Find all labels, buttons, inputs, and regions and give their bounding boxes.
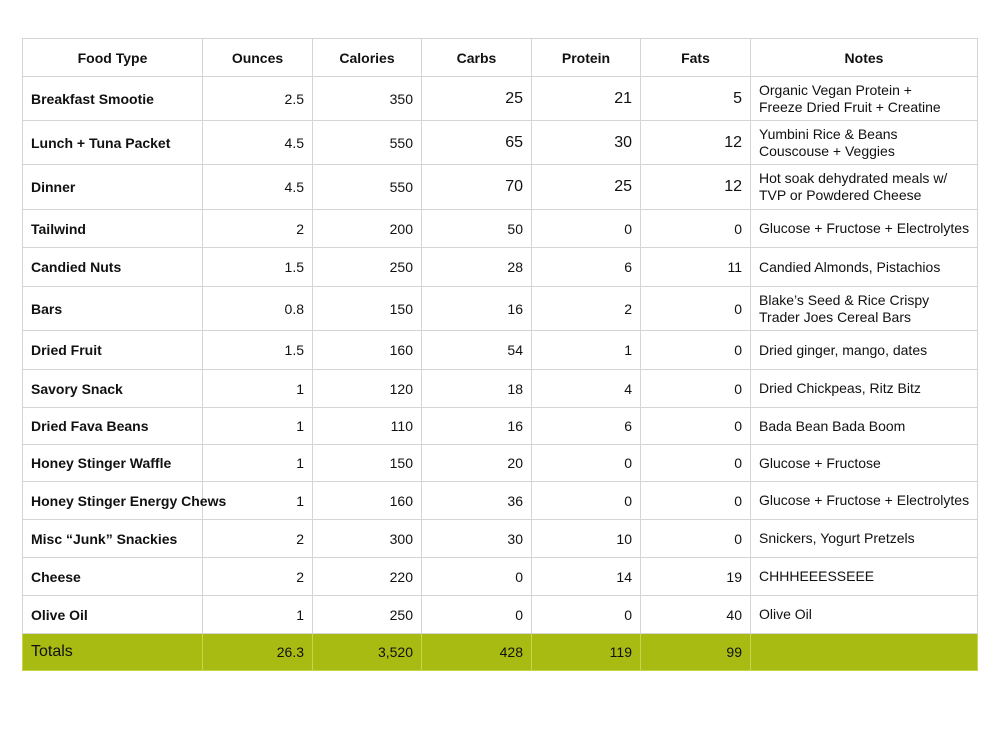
carbs-cell: 36 bbox=[422, 482, 532, 520]
fats-cell: 0 bbox=[641, 408, 751, 445]
totals-protein: 119 bbox=[532, 634, 641, 671]
carbs-cell: 65 bbox=[422, 121, 532, 165]
ounces-cell: 1.5 bbox=[203, 331, 313, 370]
notes-cell bbox=[751, 210, 978, 248]
calories-cell: 150 bbox=[313, 445, 422, 482]
ounces-cell: 1 bbox=[203, 482, 313, 520]
food-name: Misc “Junk” Snackies bbox=[23, 520, 203, 558]
food-name: Dinner bbox=[23, 165, 203, 210]
notes-cell bbox=[751, 331, 978, 370]
calories-cell: 120 bbox=[313, 370, 422, 408]
notes-line: Freeze Dried Fruit + Creatine bbox=[759, 98, 941, 115]
notes-line: Couscouse + Veggies bbox=[759, 142, 895, 159]
carbs-cell: 54 bbox=[422, 331, 532, 370]
notes-cell bbox=[751, 287, 978, 331]
header-fats: Fats bbox=[641, 39, 751, 77]
table-row bbox=[23, 248, 978, 287]
ounces-cell: 2 bbox=[203, 210, 313, 248]
protein-cell: 0 bbox=[532, 210, 641, 248]
notes-line: Organic Vegan Protein + bbox=[759, 81, 912, 98]
notes-line: Dried ginger, mango, dates bbox=[759, 341, 928, 358]
table-row bbox=[23, 210, 978, 248]
carbs-cell: 50 bbox=[422, 210, 532, 248]
protein-cell: 25 bbox=[532, 165, 641, 210]
food-name: Savory Snack bbox=[23, 370, 203, 408]
fats-cell: 40 bbox=[641, 596, 751, 634]
ounces-cell: 1 bbox=[203, 370, 313, 408]
carbs-cell: 16 bbox=[422, 287, 532, 331]
fats-cell: 0 bbox=[641, 287, 751, 331]
table-row bbox=[23, 596, 978, 634]
fats-cell: 5 bbox=[641, 77, 751, 121]
notes-line: Glucose + Fructose bbox=[759, 454, 881, 471]
calories-cell: 350 bbox=[313, 77, 422, 121]
food-name: Dried Fruit bbox=[23, 331, 203, 370]
food-name: Candied Nuts bbox=[23, 248, 203, 287]
carbs-cell: 25 bbox=[422, 77, 532, 121]
notes-line: Olive Oil bbox=[759, 606, 812, 622]
ounces-cell: 4.5 bbox=[203, 121, 313, 165]
carbs-cell: 0 bbox=[422, 558, 532, 596]
calories-cell: 150 bbox=[313, 287, 422, 331]
table-row bbox=[23, 445, 978, 482]
notes-line: Glucose + Fructose + Electrolytes bbox=[759, 220, 970, 236]
food-name: Bars bbox=[23, 287, 203, 331]
protein-cell: 21 bbox=[532, 77, 641, 121]
fats-cell: 0 bbox=[641, 370, 751, 408]
protein-cell: 0 bbox=[532, 445, 641, 482]
table-row bbox=[23, 331, 978, 370]
calories-cell: 160 bbox=[313, 331, 422, 370]
totals-ounces: 26.3 bbox=[203, 634, 313, 671]
totals-fats: 99 bbox=[641, 634, 751, 671]
notes-line: Hot soak dehydrated meals w/ bbox=[759, 170, 948, 186]
notes-line: Yumbini Rice & Beans bbox=[759, 125, 898, 142]
protein-cell: 0 bbox=[532, 482, 641, 520]
table-row bbox=[23, 165, 978, 210]
header-ounces: Ounces bbox=[203, 39, 313, 77]
header-food-type: Food Type bbox=[23, 39, 203, 77]
fats-cell: 0 bbox=[641, 482, 751, 520]
notes-line: Dried Chickpeas, Ritz Bitz bbox=[759, 380, 921, 396]
carbs-cell: 16 bbox=[422, 408, 532, 445]
fats-cell: 0 bbox=[641, 331, 751, 370]
protein-cell: 6 bbox=[532, 408, 641, 445]
food-name: Lunch + Tuna Packet bbox=[23, 121, 203, 165]
fats-cell: 12 bbox=[641, 121, 751, 165]
fats-cell: 0 bbox=[641, 520, 751, 558]
ounces-cell: 1.5 bbox=[203, 248, 313, 287]
food-name: Honey Stinger Energy Chews bbox=[23, 482, 203, 520]
food-name: Breakfast Smootie bbox=[23, 77, 203, 121]
food-name: Cheese bbox=[23, 558, 203, 596]
ounces-cell: 1 bbox=[203, 596, 313, 634]
food-name: Olive Oil bbox=[23, 596, 203, 634]
protein-cell: 30 bbox=[532, 121, 641, 165]
table-row bbox=[23, 520, 978, 558]
notes-cell bbox=[751, 248, 978, 287]
ounces-cell: 1 bbox=[203, 408, 313, 445]
calories-cell: 200 bbox=[313, 210, 422, 248]
ounces-cell: 1 bbox=[203, 445, 313, 482]
calories-cell: 220 bbox=[313, 558, 422, 596]
notes-cell bbox=[751, 520, 978, 558]
carbs-cell: 30 bbox=[422, 520, 532, 558]
notes-cell bbox=[751, 558, 978, 596]
notes-line: Candied Almonds, Pistachios bbox=[759, 258, 941, 275]
notes-line: CHHHEEESSEEE bbox=[759, 568, 875, 584]
notes-line: TVP or Powdered Cheese bbox=[759, 187, 922, 203]
calories-cell: 550 bbox=[313, 121, 422, 165]
notes-cell bbox=[751, 121, 978, 165]
table-row bbox=[23, 77, 978, 121]
protein-cell: 6 bbox=[532, 248, 641, 287]
calories-cell: 110 bbox=[313, 408, 422, 445]
totals-row bbox=[23, 634, 978, 671]
header-protein: Protein bbox=[532, 39, 641, 77]
protein-cell: 1 bbox=[532, 331, 641, 370]
calories-cell: 250 bbox=[313, 248, 422, 287]
protein-cell: 4 bbox=[532, 370, 641, 408]
protein-cell: 0 bbox=[532, 596, 641, 634]
fats-cell: 11 bbox=[641, 248, 751, 287]
calories-cell: 160 bbox=[313, 482, 422, 520]
fats-cell: 0 bbox=[641, 445, 751, 482]
notes-line: Snickers, Yogurt Pretzels bbox=[759, 530, 915, 546]
food-name: Dried Fava Beans bbox=[23, 408, 203, 445]
food-name: Tailwind bbox=[23, 210, 203, 248]
ounces-cell: 2 bbox=[203, 520, 313, 558]
fats-cell: 0 bbox=[641, 210, 751, 248]
totals-label: Totals bbox=[23, 634, 203, 671]
header-carbs: Carbs bbox=[422, 39, 532, 77]
header-calories: Calories bbox=[313, 39, 422, 77]
table-row bbox=[23, 287, 978, 331]
notes-cell bbox=[751, 596, 978, 634]
notes-line: Blake’s Seed & Rice Crispy bbox=[759, 291, 930, 308]
carbs-cell: 28 bbox=[422, 248, 532, 287]
carbs-cell: 18 bbox=[422, 370, 532, 408]
notes-cell bbox=[751, 77, 978, 121]
carbs-cell: 70 bbox=[422, 165, 532, 210]
ounces-cell: 4.5 bbox=[203, 165, 313, 210]
table-row bbox=[23, 482, 978, 520]
notes-line: Bada Bean Bada Boom bbox=[759, 417, 906, 434]
carbs-cell: 0 bbox=[422, 596, 532, 634]
calories-cell: 250 bbox=[313, 596, 422, 634]
fats-cell: 19 bbox=[641, 558, 751, 596]
nutrition-table bbox=[22, 38, 978, 671]
totals-notes bbox=[751, 634, 978, 671]
protein-cell: 10 bbox=[532, 520, 641, 558]
header-notes: Notes bbox=[751, 39, 978, 77]
table-row bbox=[23, 558, 978, 596]
ounces-cell: 0.8 bbox=[203, 287, 313, 331]
notes-cell bbox=[751, 482, 978, 520]
notes-line: Glucose + Fructose + Electrolytes bbox=[759, 492, 970, 508]
fats-cell: 12 bbox=[641, 165, 751, 210]
protein-cell: 14 bbox=[532, 558, 641, 596]
notes-cell bbox=[751, 445, 978, 482]
calories-cell: 550 bbox=[313, 165, 422, 210]
notes-cell bbox=[751, 165, 978, 210]
notes-line: Trader Joes Cereal Bars bbox=[759, 308, 911, 325]
calories-cell: 300 bbox=[313, 520, 422, 558]
food-name: Honey Stinger Waffle bbox=[23, 445, 203, 482]
header-row bbox=[23, 39, 978, 77]
totals-calories: 3,520 bbox=[313, 634, 422, 671]
totals-carbs: 428 bbox=[422, 634, 532, 671]
ounces-cell: 2 bbox=[203, 558, 313, 596]
table-row bbox=[23, 370, 978, 408]
notes-cell bbox=[751, 408, 978, 445]
carbs-cell: 20 bbox=[422, 445, 532, 482]
table-row bbox=[23, 121, 978, 165]
table-row bbox=[23, 408, 978, 445]
protein-cell: 2 bbox=[532, 287, 641, 331]
table-body bbox=[23, 77, 978, 634]
notes-cell bbox=[751, 370, 978, 408]
ounces-cell: 2.5 bbox=[203, 77, 313, 121]
